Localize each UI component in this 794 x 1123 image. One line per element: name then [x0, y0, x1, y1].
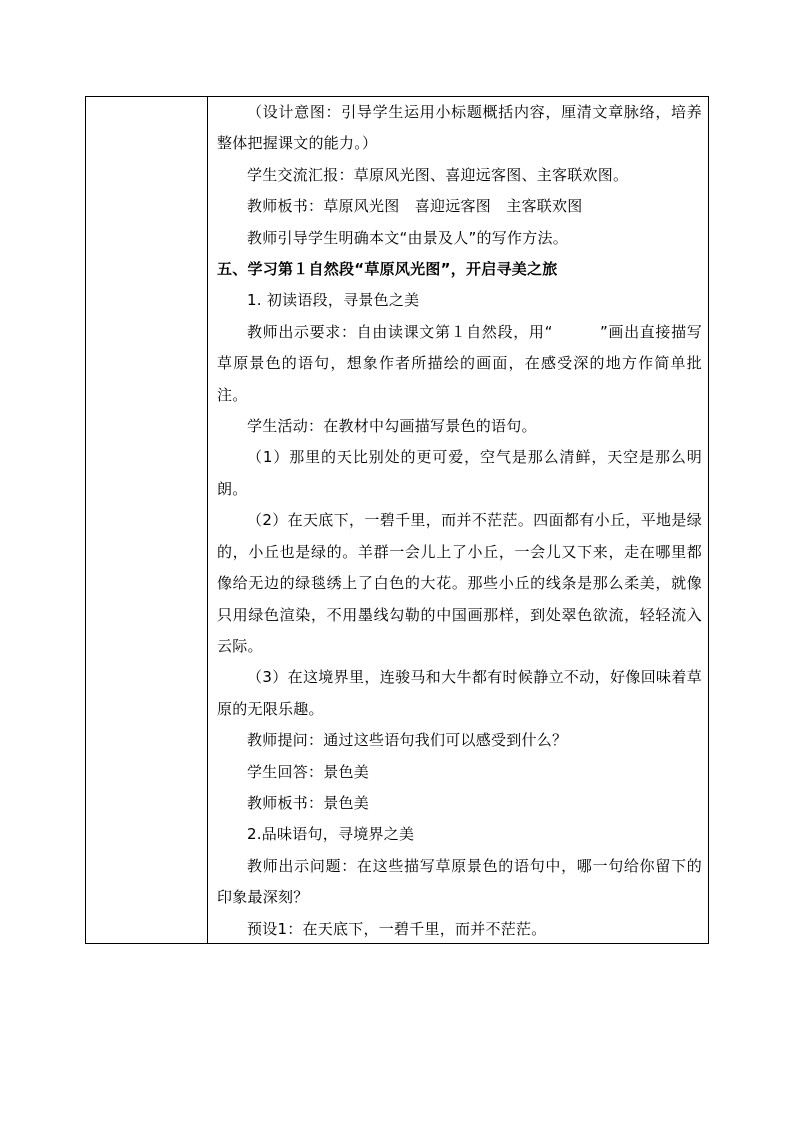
student-activity-paragraph: 学生活动：在教材中勾画描写景色的语句。: [247, 417, 537, 436]
writing-method-paragraph: 教师引导学生明确本文“由景及人”的写作方法。: [247, 228, 569, 247]
lesson-plan-table: [85, 96, 709, 944]
board-note-2-paragraph: 教师板书：景色美: [247, 793, 370, 812]
teacher-requirement-paragraph: 教师出示要求：自由读课文第１自然段，用“ ”画出直接描写草原景色的语句，想象作者所描绘的画面，在感受深的地方作简单批注。: [217, 322, 702, 404]
content-cell: [217, 97, 702, 945]
quote-1-paragraph: （1）那里的天比别处的更可爱，空气是那么清鲜，天空是那么明朗。: [217, 448, 702, 498]
left-column-cell: [86, 97, 208, 943]
teacher-problem-paragraph: 教师出示问题：在这些描写草原景色的语句中，哪一句给你留下的印象最深刻？: [217, 856, 702, 907]
board-note-paragraph: 教师板书：草原风光图 喜迎远客图 主客联欢图: [247, 197, 583, 216]
student-answer-paragraph: 学生回答：景色美: [247, 762, 370, 781]
preset-1-paragraph: 预设1：在天底下，一碧千里，而并不茫茫。: [247, 919, 547, 938]
quote-2-paragraph: （2）在天底下，一碧千里，而并不茫茫。四面都有小丘，平地是绿的，小丘也是绿的。羊群一会儿上了小丘，一会儿又下来，走在哪里都像给无边的绿毯绣上了白色的大花。那些小丘的线条是那么柔美，就像只用绿色渲染，不用墨线勾勒的中国画那样，到处翠色欲流，轻轻流入云际。: [217, 511, 702, 655]
step-1-heading: 1. 初读语段，寻景色之美: [247, 291, 420, 310]
section-heading: 五、学习第１自然段“草原风光图”，开启寻美之旅: [217, 260, 558, 279]
step-2-heading: 2.品味语句，寻境界之美: [247, 825, 415, 844]
quote-3-paragraph: （3）在这境界里，连骏马和大牛都有时候静立不动，好像回味着草原的无限乐趣。: [217, 668, 702, 718]
teacher-question-paragraph: 教师提问：通过这些语句我们可以感受到什么？: [247, 731, 568, 750]
design-intent-note: （设计意图：引导学生运用小标题概括内容，厘清文章脉络，培养整体把握课文的能力。）: [217, 103, 702, 153]
student-report-paragraph: 学生交流汇报：草原风光图、喜迎远客图、主客联欢图。: [247, 165, 629, 184]
